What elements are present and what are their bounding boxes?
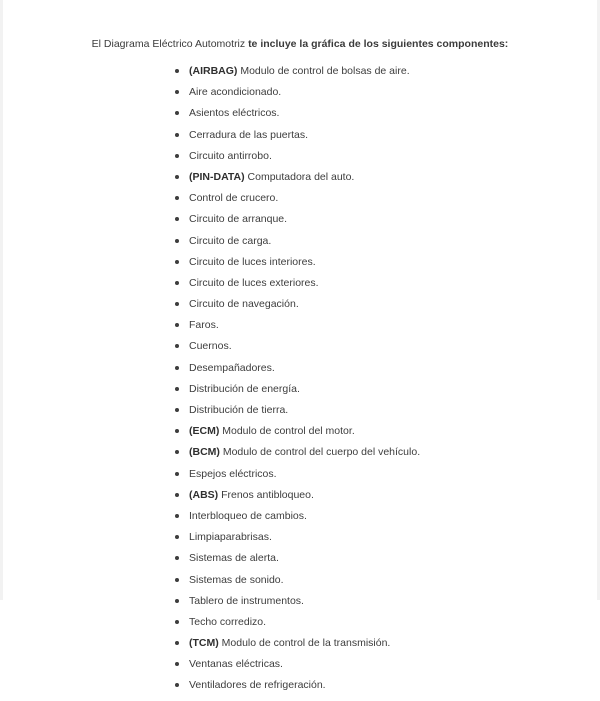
list-item-label: Interbloqueo de cambios. (189, 509, 307, 522)
list-item-label: Circuito antirrobo. (189, 149, 272, 162)
list-item-label: Asientos eléctricos. (189, 107, 280, 120)
list-item (175, 319, 538, 331)
list-item (175, 595, 538, 607)
page-title (62, 36, 538, 53)
list-item-label: Cuernos. (189, 340, 232, 353)
list-item (175, 86, 538, 98)
list-item (175, 192, 538, 204)
list-item (175, 679, 538, 691)
list-item (175, 65, 538, 77)
list-item-label: Circuito de carga. (189, 234, 272, 247)
list-item (175, 552, 538, 564)
list-item-label: Distribución de energía. (189, 382, 300, 395)
list-item (175, 383, 538, 395)
list-item-label: Modulo de control del cuerpo del vehículo. (219, 446, 421, 459)
list-item (175, 616, 538, 628)
list-item (175, 213, 538, 225)
list-item-label: Circuito de arranque. (189, 213, 288, 226)
list-item (175, 637, 538, 649)
list-item (175, 489, 538, 501)
component-list (62, 65, 538, 691)
list-item-label: Modulo de control de la transmisión. (218, 637, 391, 650)
list-item-label: Sistemas de sonido. (189, 573, 284, 586)
list-item-label: Circuito de luces interiores. (189, 255, 316, 268)
list-item (175, 277, 538, 289)
list-item (175, 340, 538, 352)
page-title-lead: El Diagrama Eléctrico Automotriz (91, 38, 249, 50)
list-item-label: Faros. (189, 319, 219, 332)
list-item (175, 107, 538, 119)
list-item (175, 256, 538, 268)
list-item-label: Ventiladores de refrigeración. (189, 679, 326, 692)
list-item (175, 510, 538, 522)
list-item (175, 298, 538, 310)
list-item-label: Circuito de navegación. (189, 298, 299, 311)
page-title-emphasis: te incluye la gráfica de los siguientes componentes: (248, 38, 509, 50)
list-item-label: Sistemas de alerta. (189, 552, 279, 565)
list-item-label: Distribución de tierra. (189, 404, 289, 416)
list-item (175, 235, 538, 247)
list-item (175, 531, 538, 543)
list-item (175, 150, 538, 162)
list-item-label: Modulo de control del motor. (219, 425, 355, 438)
list-item (175, 574, 538, 586)
list-item-label: Cerradura de las puertas. (189, 128, 309, 141)
list-item-label: Techo corredizo. (189, 615, 267, 628)
list-item-label: Desempañadores. (189, 361, 275, 374)
list-item-code: (ECM) (189, 425, 220, 438)
list-item (175, 658, 538, 670)
list-item-label: Ventanas eléctricas. (189, 658, 283, 671)
list-item-label: Aire acondicionado. (189, 86, 282, 99)
list-item-code: (AIRBAG) (189, 65, 238, 77)
list-item-code: (ABS) (189, 488, 219, 501)
list-item (175, 425, 538, 437)
list-item-label: Limpiaparabrisas. (189, 531, 272, 544)
list-item (175, 171, 538, 183)
list-item-label: Espejos eléctricos. (189, 467, 277, 480)
list-item-label: Control de crucero. (189, 192, 279, 205)
list-item-label: Circuito de luces exteriores. (189, 276, 319, 289)
list-item-label: Computadora del auto. (244, 170, 355, 183)
list-item (175, 446, 538, 458)
list-item (175, 129, 538, 141)
list-item-code: (PIN-DATA) (189, 170, 245, 183)
list-item (175, 468, 538, 480)
list-item-label: Tablero de instrumentos. (189, 594, 304, 607)
list-item-code: (BCM) (189, 446, 220, 459)
list-item (175, 362, 538, 374)
list-item-code: (TCM) (189, 637, 219, 650)
list-item-label: Modulo de control de bolsas de aire. (237, 65, 410, 77)
list-item (175, 404, 538, 416)
list-item-label: Frenos antibloqueo. (218, 488, 314, 501)
